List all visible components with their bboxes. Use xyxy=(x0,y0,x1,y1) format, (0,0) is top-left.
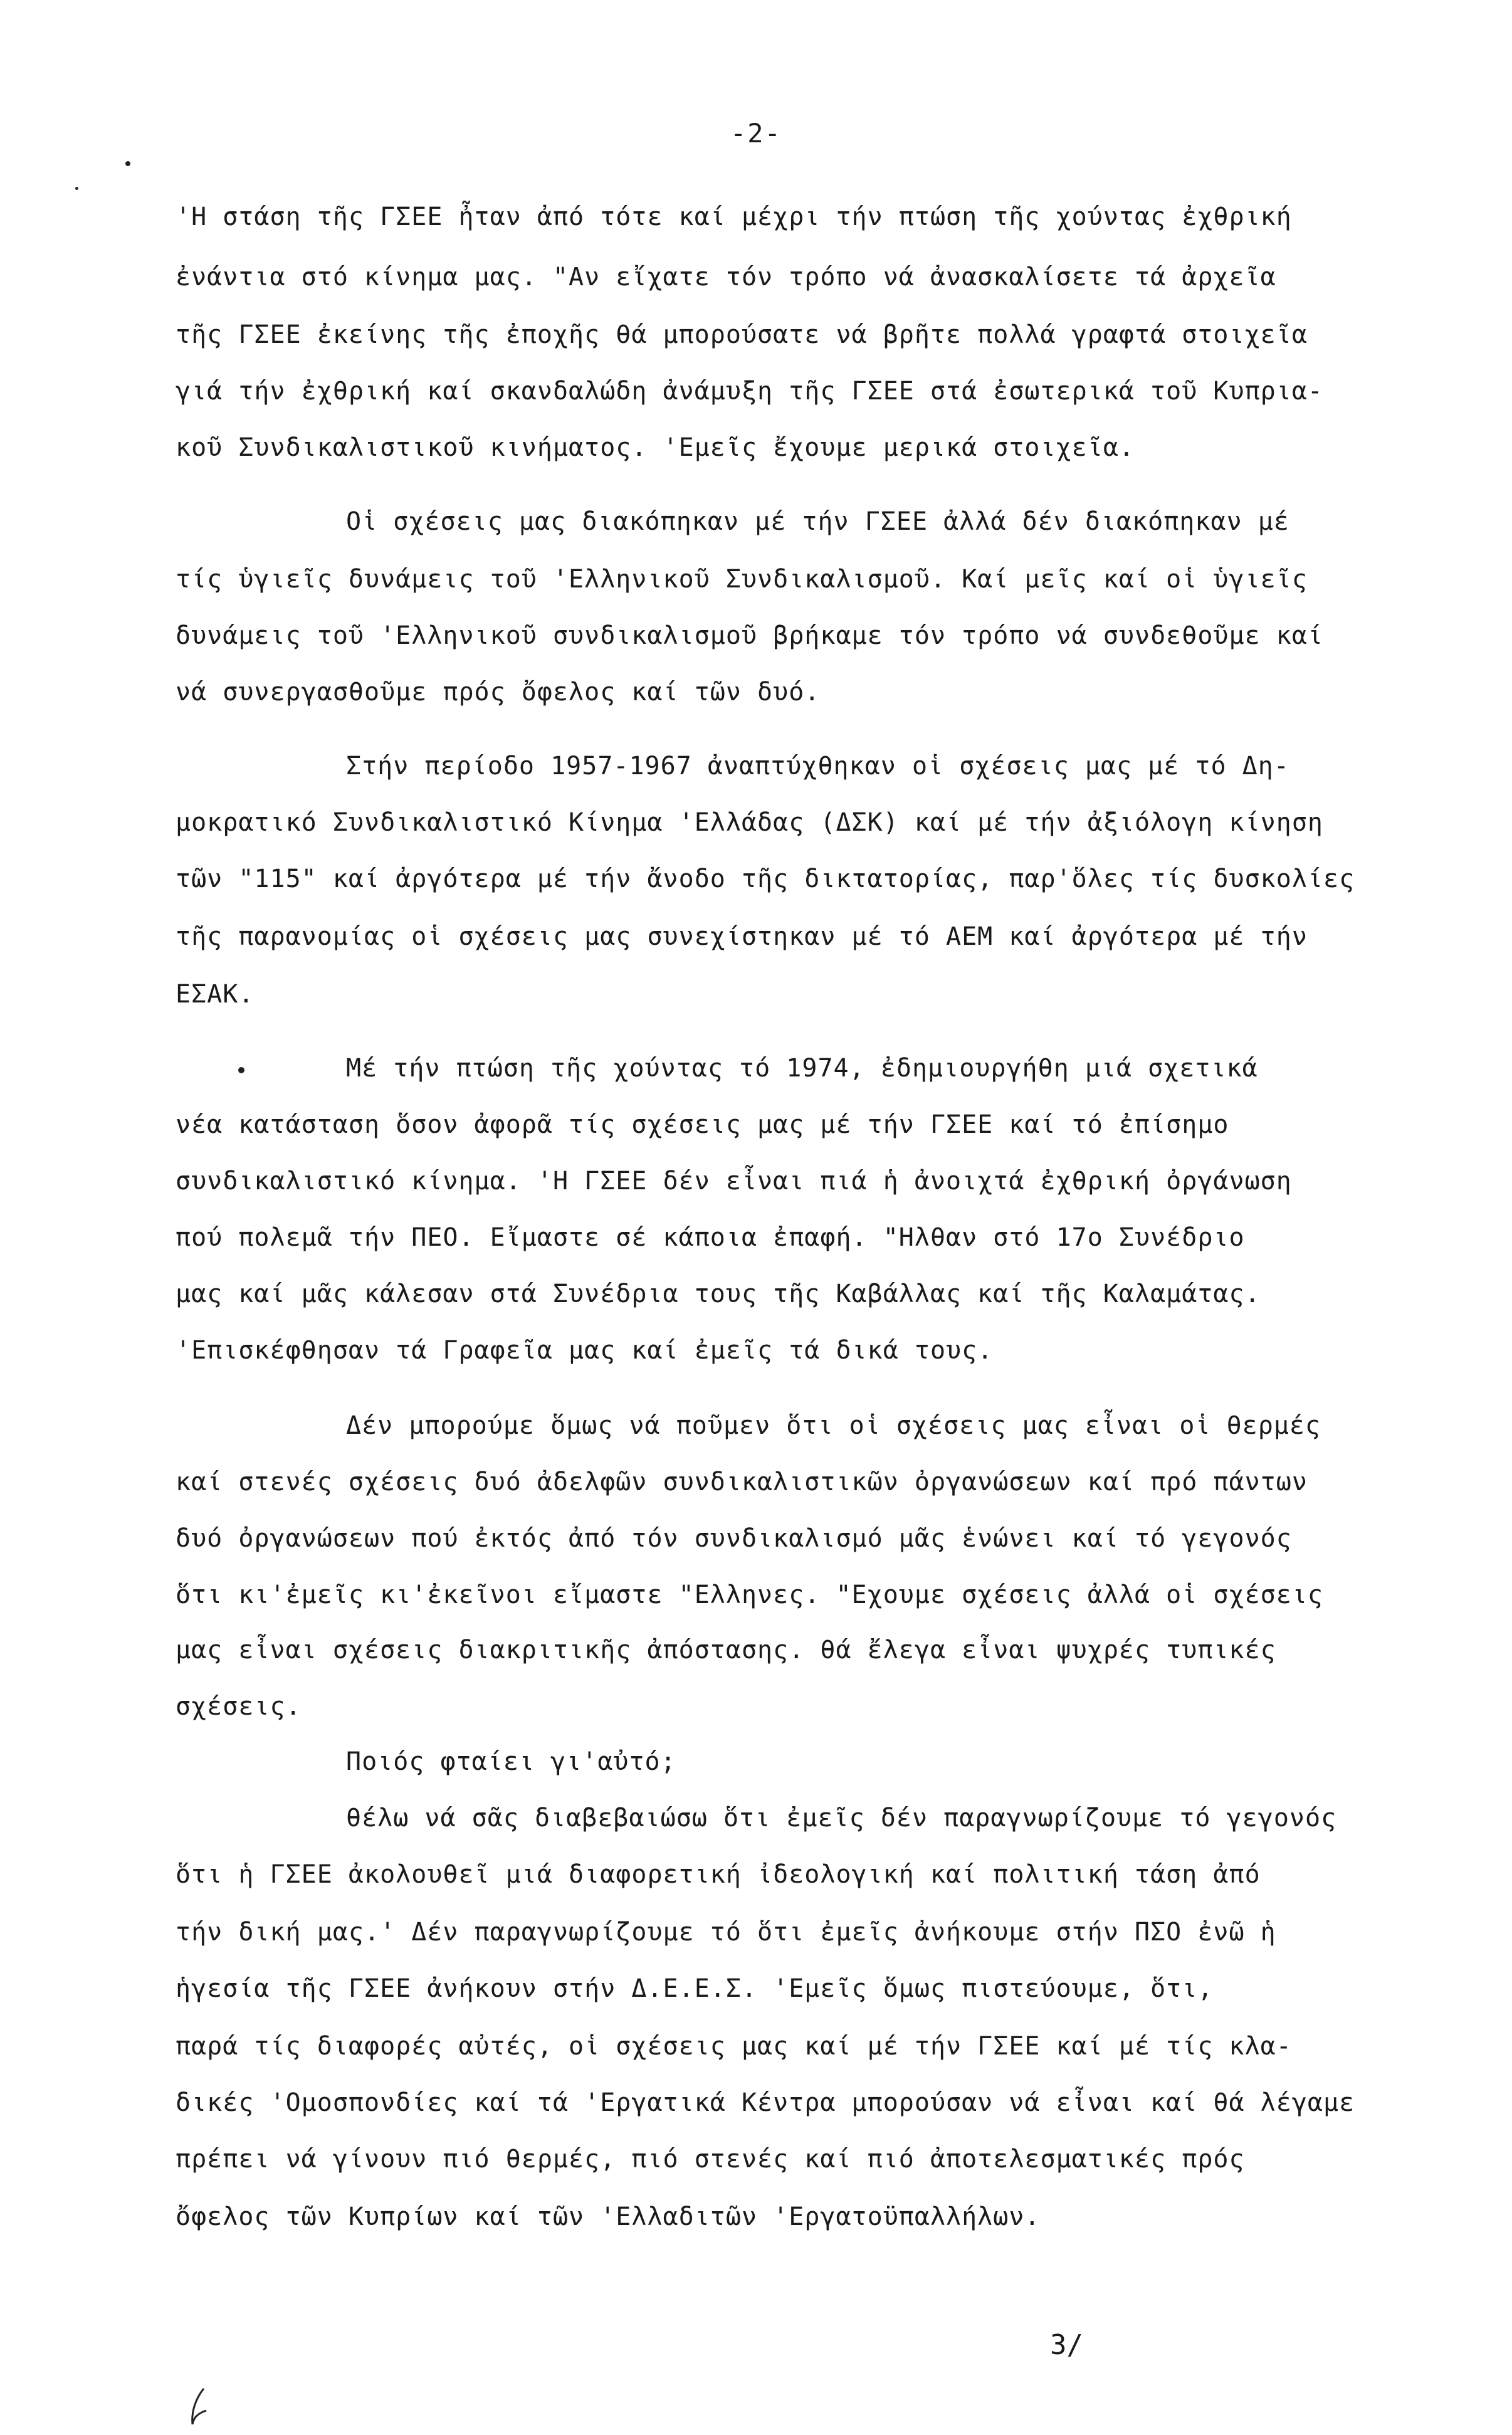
text-line: 'Επισκέφθησαν τά Γραφεῖα μας καί ἐμεῖς τά δικά τους. xyxy=(176,1336,994,1365)
text-line: ἡγεσία τῆς ΓΣΕΕ ἀνήκουν στήν Δ.Ε.Ε.Σ. 'Εμεῖς ὅμως πιστεύουμε, ὅτι, xyxy=(176,1974,1214,2003)
text-line: καί στενές σχέσεις δυό ἀδελφῶν συνδικαλιστικῶν ὀργανώσεων καί πρό πάντων xyxy=(176,1468,1308,1496)
text-line: Μέ τήν πτώση τῆς χούντας τό 1974, ἐδημιουργήθη μιά σχετικά xyxy=(346,1054,1258,1083)
text-line: γιά τήν ἐχθρική καί σκανδαλώδη ἀνάμυξη τῆς ΓΣΕΕ στά ἐσωτερικά τοῦ Κυπρια- xyxy=(176,377,1323,406)
text-line: τίς ὑγιεῖς δυνάμεις τοῦ 'Ελληνικοῦ Συνδικαλισμοῦ. Καί μεῖς καί οἱ ὑγιεῖς xyxy=(176,565,1308,594)
page-number: -2- xyxy=(730,118,782,149)
text-line: μας εἶναι σχέσεις διακριτικῆς ἀπόστασης. θά ἔλεγα εἶναι ψυχρές τυπικές xyxy=(176,1636,1276,1665)
text-line: σχέσεις. xyxy=(176,1692,302,1721)
text-line: 'Η στάση τῆς ΓΣΕΕ ἦταν ἀπό τότε καί μέχρι τήν πτώση τῆς χούντας ἐχθρική xyxy=(176,202,1292,231)
text-line: τῆς ΓΣΕΕ ἐκείνης τῆς ἐποχῆς θά μπορούσατε νά βρῆτε πολλά γραφτά στοιχεῖα xyxy=(176,320,1308,349)
text-line: κοῦ Συνδικαλιστικοῦ κινήματος. 'Εμεῖς ἔχουμε μερικά στοιχεῖα. xyxy=(176,433,1135,462)
text-line: τήν δική μας.' Δέν παραγνωρίζουμε τό ὅτι ἐμεῖς ἀνήκουμε στήν ΠΣΟ ἐνῶ ἡ xyxy=(176,1918,1276,1947)
next-page-indicator: 3/ xyxy=(1050,2329,1083,2361)
text-line: τῶν "115" καί ἀργότερα μέ τήν ἄνοδο τῆς δικτατορίας, παρ'ὅλες τίς δυσκολίες xyxy=(176,865,1355,893)
text-line: Οἱ σχέσεις μας διακόπηκαν μέ τήν ΓΣΕΕ ἀλλά δέν διακόπηκαν μέ xyxy=(346,507,1289,536)
text-line: ΕΣΑΚ. xyxy=(176,980,255,1009)
text-line: δυό ὀργανώσεων πού ἐκτός ἀπό τόν συνδικαλισμό μᾶς ἑνώνει καί τό γεγονός xyxy=(176,1524,1292,1553)
text-line: πρέπει νά γίνουν πιό θερμές, πιό στενές καί πιό ἀποτελεσματικές πρός xyxy=(176,2145,1245,2174)
margin-mark xyxy=(125,161,130,166)
text-line: Δέν μπορούμε ὅμως νά ποῦμεν ὅτι οἱ σχέσεις μας εἶναι οἱ θερμές xyxy=(346,1411,1321,1440)
text-line: νέα κατάσταση ὅσον ἀφορᾶ τίς σχέσεις μας μέ τήν ΓΣΕΕ καί τό ἐπίσημο xyxy=(176,1110,1229,1139)
text-line: νά συνεργασθοῦμε πρός ὄφελος καί τῶν δυό. xyxy=(176,678,821,707)
text-line: δικές 'Ομοσπονδίες καί τά 'Εργατικά Κέντρα μπορούσαν νά εἶναι καί θά λέγαμε xyxy=(176,2088,1355,2117)
text-line: Στήν περίοδο 1957-1967 ἀναπτύχθηκαν οἱ σχέσεις μας μέ τό Δη- xyxy=(346,752,1289,781)
text-line: τῆς παρανομίας οἱ σχέσεις μας συνεχίστηκαν μέ τό ΑΕΜ καί ἀργότερα μέ τήν xyxy=(176,922,1308,951)
text-line: ὄφελος τῶν Κυπρίων καί τῶν 'Ελλαδιτῶν 'Εργατοϋπαλλήλων. xyxy=(176,2202,1041,2231)
text-line: Ποιός φταίει γι'αὐτό; xyxy=(346,1747,676,1776)
handwritten-mark xyxy=(185,2385,223,2429)
text-line: ὅτι ἡ ΓΣΕΕ ἀκολουθεῖ μιά διαφορετική ἰδεολογική καί πολιτική τάση ἀπό xyxy=(176,1860,1261,1889)
bullet-mark xyxy=(238,1067,244,1073)
text-line: πού πολεμᾶ τήν ΠΕΟ. Εἴμαστε σέ κάποια ἐπαφή. "Ηλθαν στό 17ο Συνέδριο xyxy=(176,1223,1245,1252)
text-line: ἐνάντια στό κίνημα μας. "Αν εἴχατε τόν τρόπο νά ἀνασκαλίσετε τά ἀρχεῖα xyxy=(176,263,1276,292)
margin-mark xyxy=(75,187,78,190)
text-line: μοκρατικό Συνδικαλιστικό Κίνημα 'Ελλάδας (ΔΣΚ) καί μέ τήν ἀξιόλογη κίνηση xyxy=(176,808,1323,837)
text-line: θέλω νά σᾶς διαβεβαιώσω ὅτι ἐμεῖς δέν παραγνωρίζουμε τό γεγονός xyxy=(346,1804,1337,1833)
text-line: δυνάμεις τοῦ 'Ελληνικοῦ συνδικαλισμοῦ βρήκαμε τόν τρόπο νά συνδεθοῦμε καί xyxy=(176,621,1323,650)
text-line: μας καί μᾶς κάλεσαν στά Συνέδρια τους τῆς Καβάλλας καί τῆς Καλαμάτας. xyxy=(176,1280,1261,1308)
text-line: παρά τίς διαφορές αὐτές, οἱ σχέσεις μας καί μέ τήν ΓΣΕΕ καί μέ τίς κλα- xyxy=(176,2032,1292,2061)
text-line: ὅτι κι'ἐμεῖς κι'ἐκεῖνοι εἴμαστε "Ελληνες. "Εχουμε σχέσεις ἀλλά οἱ σχέσεις xyxy=(176,1580,1323,1609)
text-line: συνδικαλιστικό κίνημα. 'Η ΓΣΕΕ δέν εἶναι πιά ἡ ἀνοιχτά ἐχθρική ὀργάνωση xyxy=(176,1167,1292,1196)
